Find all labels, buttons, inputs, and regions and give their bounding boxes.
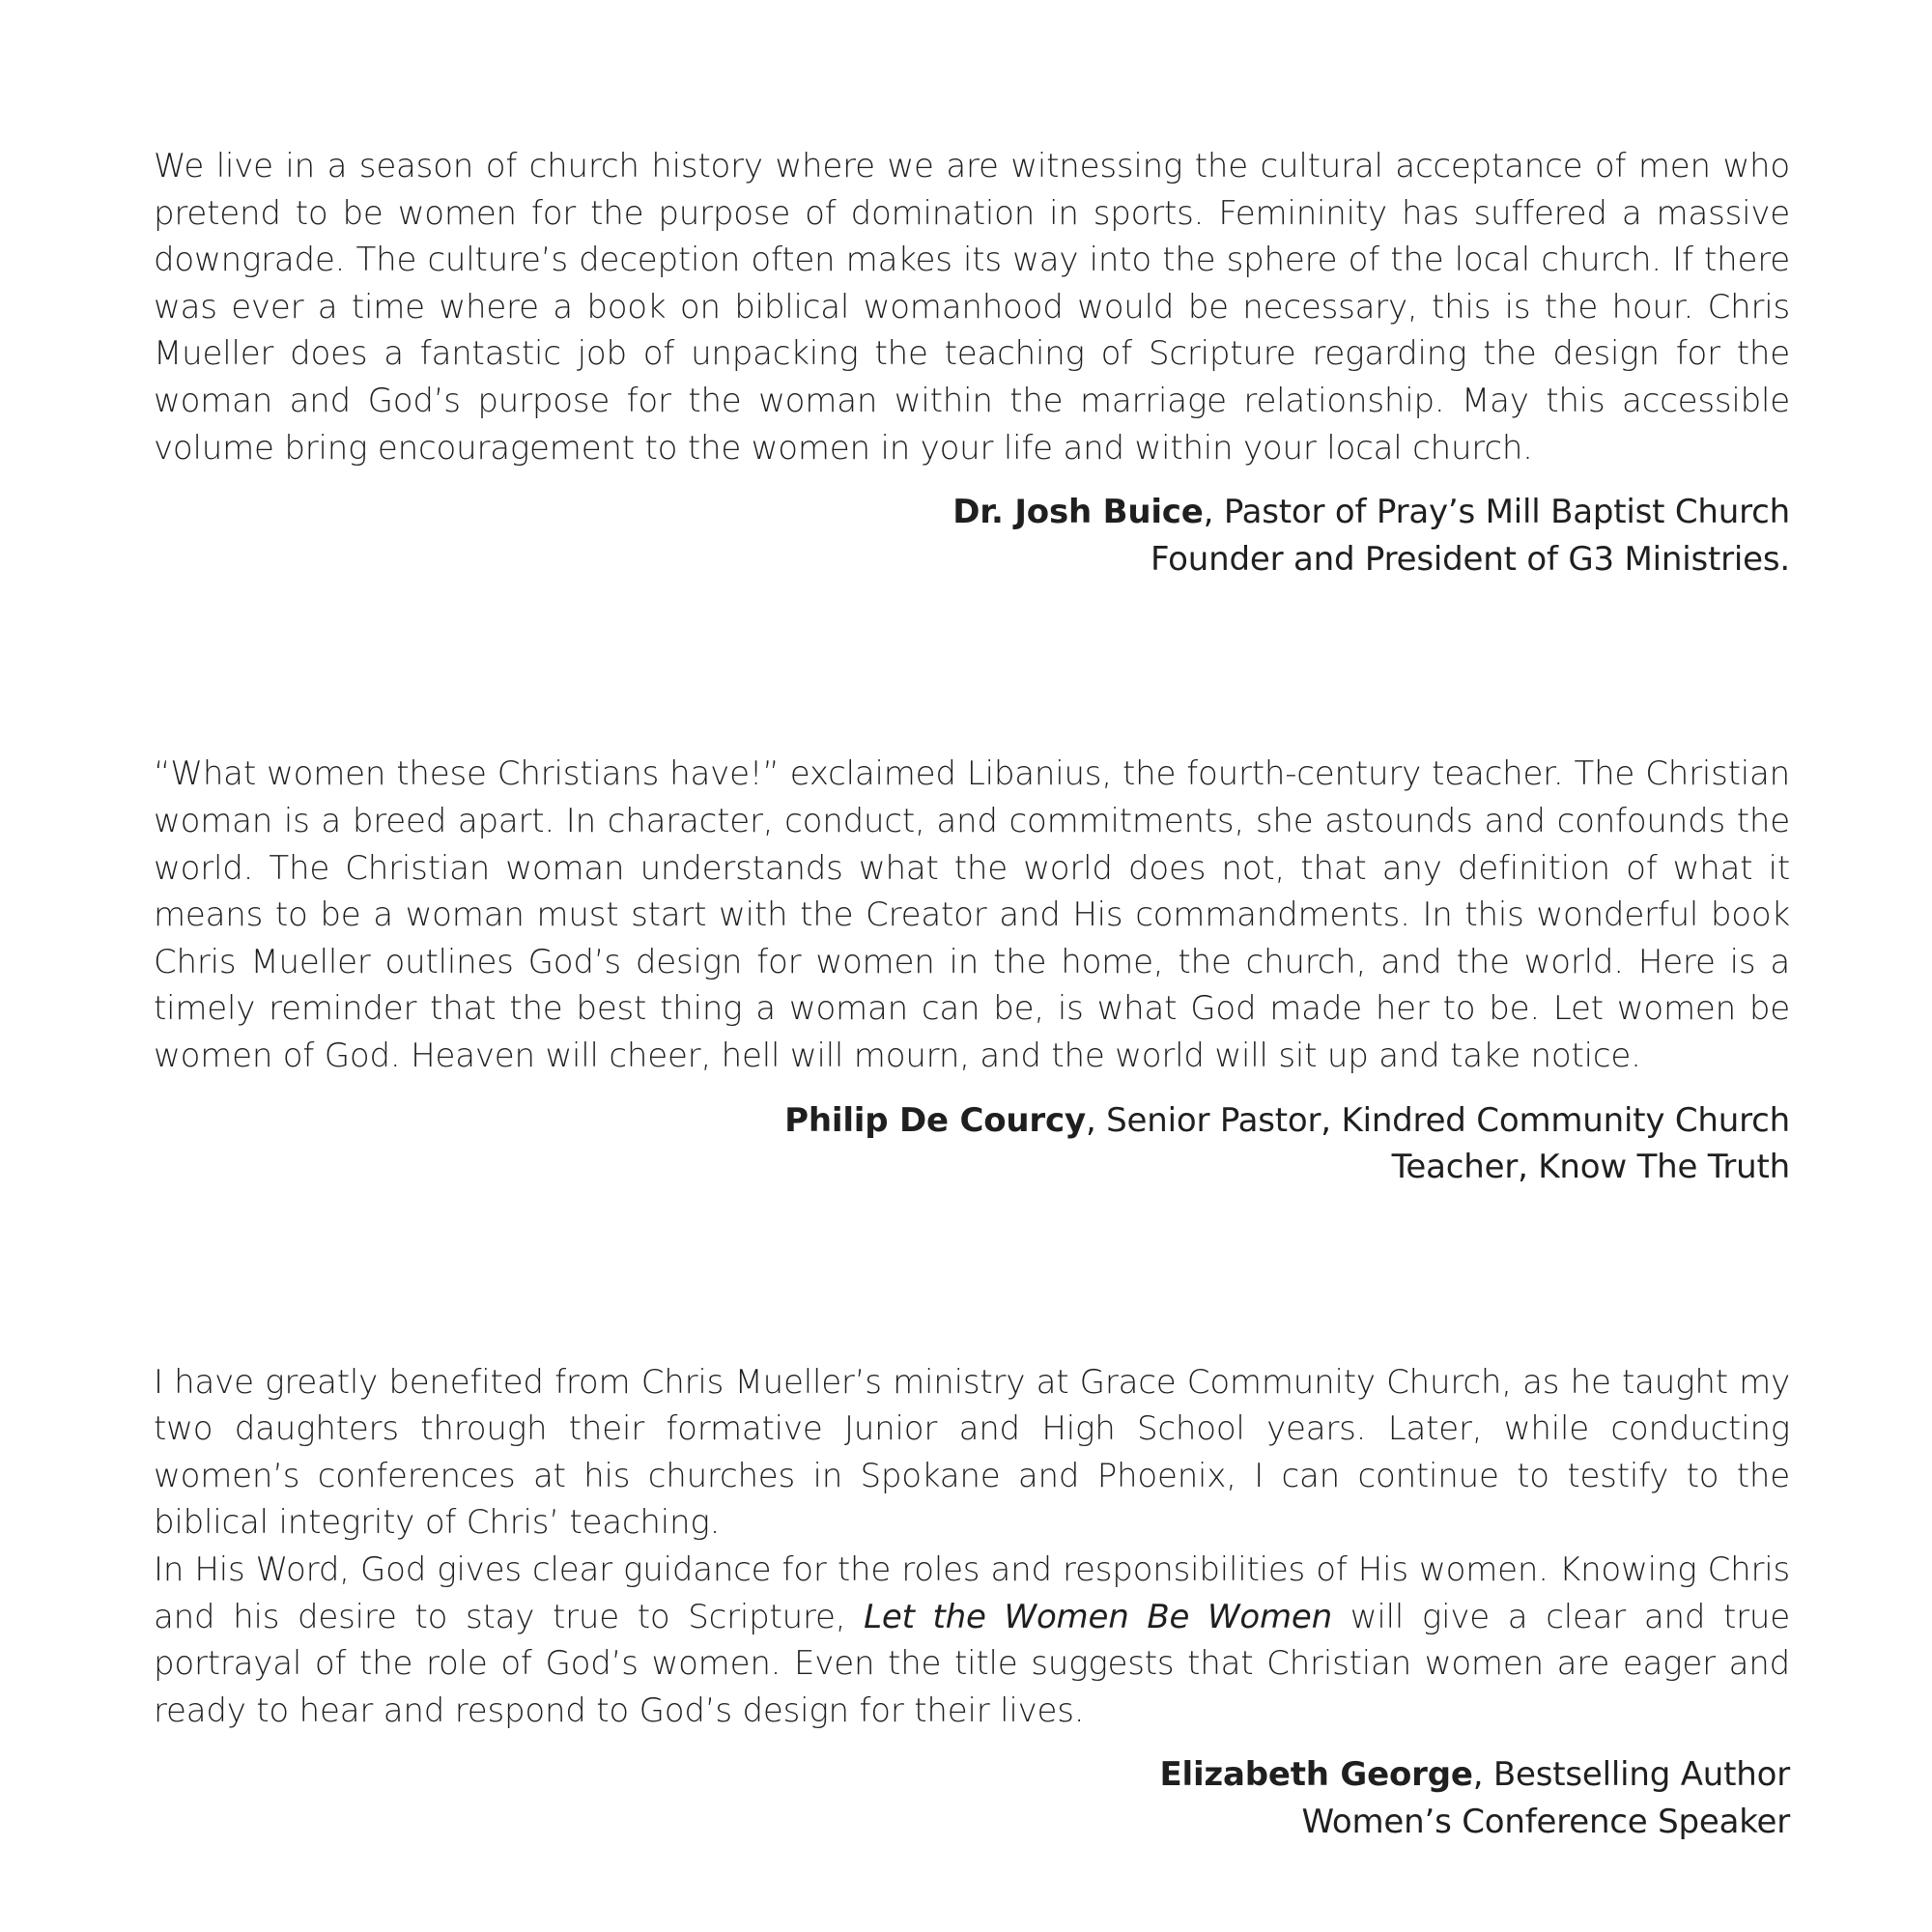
endorser-title: , Bestselling Author: [1472, 1755, 1790, 1795]
endorsement-text: “What women these Christians have!” exclaimed Libanius, the fourth-century teacher. The Christian woman is a breed apart. In character, conduct, and commitments, she astounds and confounds the world. The Christian woman understands what the world does not, that any definition of what it means to be a woman must start with the Creator and His commandments. In this wonderful book Chris Mueller outlines God’s design for women in the home, the church, and the world. Here is a timely reminder that the best thing a woman can be, is what God made her to be. Let women be women of God. Heaven will cheer, hell will mourn, and the world will sit up and take notice.: [154, 754, 1790, 1075]
endorsement-attribution: [154, 1751, 1790, 1845]
endorsement-text: I have greatly benefited from Chris Mueller’s ministry at Grace Community Church, as he taught my two daughters through their formative Junior and High School years. Later, while conducting women’s conferences at his churches in Spokane and Phoenix, I can continue to testify to the biblical integrity of Chris’ teaching.: [154, 1362, 1790, 1543]
endorsement-attribution: [154, 489, 1790, 582]
endorsement-josh-buice: [154, 143, 1790, 582]
endorsement-attribution: [154, 1097, 1790, 1191]
endorser-name: Philip De Courcy: [784, 1100, 1086, 1140]
endorser-name: Elizabeth George: [1159, 1755, 1473, 1795]
endorser-name: Dr. Josh Buice: [952, 493, 1204, 532]
endorsement-philip-de-courcy: [154, 751, 1790, 1190]
attribution-line-1: [154, 1751, 1790, 1799]
endorsement-text-part: will give a clear and true portrayal of the role of God’s women. Even the title suggests that Christian women are eager and ready to hear and respond to God’s design for their lives.: [154, 1597, 1791, 1730]
endorsement-text: We live in a season of church history where we are witnessing the cultural acceptance of men who pretend to be women for the purpose of domination in sports. Femininity has suffered a massive downgrade. The culture’s deception often makes its way into the sphere of the local church. If there was ever a time where a book on biblical womanhood would be necessary, this is the hour. Chris Mueller does a fantastic job of unpacking the teaching of Scripture regarding the design for the woman and God’s purpose for the woman within the marriage relationship. May this accessible volume bring encouragement to the women in your life and within your local church.: [154, 147, 1790, 468]
endorsement-text-continued: [154, 1547, 1790, 1734]
endorser-title: , Pastor of Pray’s Mill Baptist Church: [1203, 493, 1790, 532]
attribution-line-1: [154, 1097, 1790, 1145]
endorser-title: , Senior Pastor, Kindred Community Church: [1085, 1100, 1790, 1140]
attribution-line-2: Women’s Conference Speaker: [1301, 1803, 1790, 1842]
book-title: Let the Women Be Women: [864, 1597, 1332, 1636]
endorsement-elizabeth-george: [154, 1359, 1790, 1846]
endorsement-text-part: In His Word, God gives clear guidance for the roles and responsibilities of His women. Knowing Chris and his desire to stay true to Scripture,: [154, 1550, 1790, 1636]
attribution-line-2: Teacher, Know The Truth: [1391, 1148, 1790, 1187]
endorsements-page: [154, 143, 1790, 1846]
attribution-line-1: [154, 489, 1790, 536]
attribution-line-2: Founder and President of G3 Ministries.: [1151, 539, 1790, 579]
